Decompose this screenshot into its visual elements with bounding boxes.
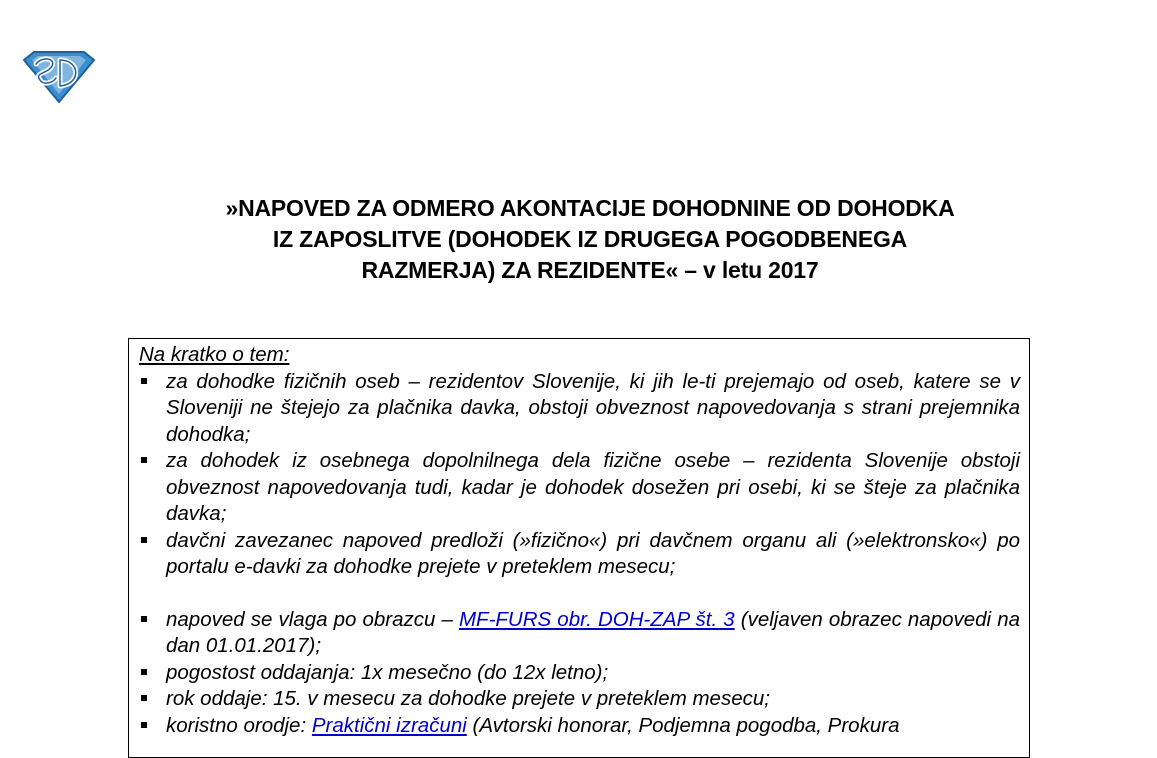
list-item	[138, 660, 1020, 687]
prakticni-izracuni-link[interactable]: Praktični izračuni	[311, 713, 467, 737]
list-item-text-pre: napoved se vlaga po obrazcu –	[166, 607, 459, 631]
square-bullet-icon	[141, 722, 147, 728]
list-item-text-post: (veljaven obrazec napovedi na dan 01.01.2017);	[166, 607, 1021, 657]
square-bullet-icon	[141, 616, 147, 622]
list-item	[138, 448, 1020, 528]
form-doh-zap-link[interactable]: MF-FURS obr. DOH-ZAP št. 3	[458, 607, 735, 631]
list-item-text: za dohodke fizičnih oseb – rezidentov Slovenije, ki jih le-ti prejemajo od oseb, katere se v Sloveniji ne štejejo za plačnika davka, obstoji obveznost napovedovanja s strani prejemnika dohodka;	[166, 369, 1020, 446]
list-item-text: rok oddaje: 15. v mesecu za dohodke prejete v preteklem mesecu;	[166, 687, 770, 710]
title-line-3: RAZMERJA) ZA REZIDENTE« – v letu 2017	[361, 257, 819, 283]
square-bullet-icon	[141, 378, 147, 384]
document-title	[110, 193, 1070, 286]
sd-logo-icon	[22, 50, 96, 104]
square-bullet-icon	[141, 695, 147, 701]
list-item-text-post: (Avtorski honorar, Podjemna pogodba, Prokura	[466, 713, 900, 737]
square-bullet-icon	[141, 669, 147, 675]
list-item	[138, 369, 1020, 449]
summary-box	[128, 338, 1030, 758]
list-item	[138, 528, 1020, 581]
square-bullet-icon	[141, 537, 147, 543]
title-line-1: »NAPOVED ZA ODMERO AKONTACIJE DOHODNINE OD DOHODKA	[225, 195, 955, 221]
list-item	[138, 686, 1020, 713]
list-item-text: pogostost oddajanja: 1x mesečno (do 12x letno);	[166, 660, 609, 684]
title-line-2: IZ ZAPOSLITVE (DOHODEK IZ DRUGEGA POGODBENEGA	[272, 226, 908, 252]
square-bullet-icon	[141, 457, 147, 463]
list-item	[138, 607, 1020, 660]
list-item-text: za dohodek iz osebnega dopolnilnega dela fizične osebe – rezidenta Slovenije obstoji obveznost napovedovanja tudi, kadar je dohodek dosežen pri osebi, ki se šteje za plačnika davka;	[166, 449, 1020, 525]
list-item-text-pre: koristno orodje:	[166, 713, 312, 737]
summary-list	[138, 369, 1020, 740]
list-item-text: davčni zavezanec napoved predloži (»fizično«) pri davčnem organu ali (»elektronsko«) po portalu e-davki za dohodke prejete v preteklem mesecu;	[166, 528, 1020, 578]
summary-heading: Na kratko o tem:	[139, 343, 290, 366]
list-item	[138, 713, 1020, 740]
